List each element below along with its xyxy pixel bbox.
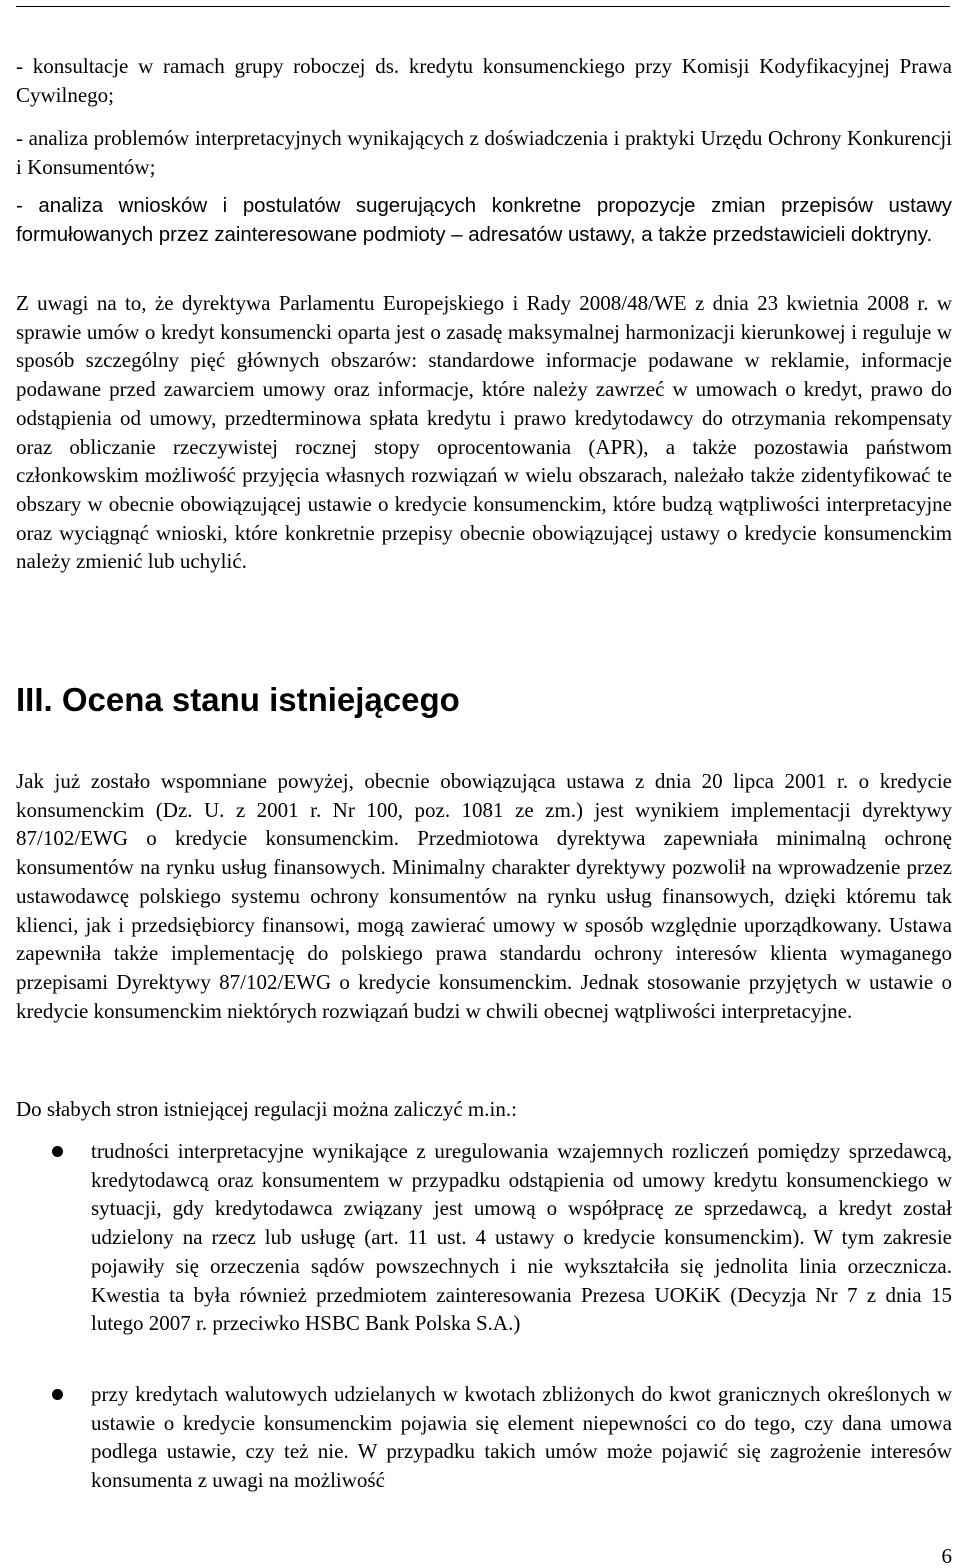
list-item: przy kredytach walutowych udzielanych w kwotach zbliżonych do kwot granicznych określonych w ustawie o kredycie konsumenckim pojawia się element niepewności co do tego, czy dana umowa podlega ustawie, czy też nie. W przypadku takich umów może pojawić się zagrożenie interesów konsumenta z uwagi na możliwość [91,1382,952,1493]
list-item: trudności interpretacyjne wynikające z uregulowania wzajemnych rozliczeń pomiędzy sprzedawcą, kredytodawcą oraz konsumentem w przypadku odstąpienia od umowy kredytu konsumenckiego w sytuacji, gdy kredytodawca związany jest umową o współpracę ze sprzedawcą, a kredyt został udzielony na rzecz lub usługę (art. 11 ust. 4 ustawy o kredycie konsumenckim). W tym zakresie pojawiły się orzeczenia sądów powszechnych i nie wykształciła się jednolita linia orzecznicza. Kwestia ta była również przedmiotem zainteresowania Prezesa UOKiK (Decyzja Nr 7 z dnia 15 lutego 2007 r. przeciwko HSBC Bank Polska S.A.) [91,1139,952,1336]
bullet-icon [52,1146,63,1157]
bullet-icon [52,1389,63,1400]
section-heading: III. Ocena stanu istniejącego [16,681,460,718]
header-rule [16,6,950,7]
section-paragraph: Jak już zostało wspomniane powyżej, obecnie obowiązująca ustawa z dnia 20 lipca 2001 r. o kredycie konsumenckim (Dz. U. z 2001 r. Nr 100, poz. 1081 ze zm.) jest wynikiem implementacji dyrektywy 87/102/EWG o kredycie konsumenckim. Przedmiotowa dyrektywa zapewniała minimalną ochronę konsumentów na rynku usług finansowych. Minimalny charakter dyrektywy pozwolił na wprowadzenie przez ustawodawcę polskiego systemu ochrony konsumentów na rynku usług finansowych, dzięki któremu tak klienci, jak i przedsiębiorcy finansowi, mogą zawierać umowy w sposób względnie uporządkowany. Ustawa zapewniła także implementację do polskiego prawa standardu ochrony interesów klienta wymaganego przepisami Dyrektywy 87/102/EWG o kredycie konsumenckim. Jednak stosowanie przyjętych w ustawie o kredycie konsumenckim niektórych rozwiązań budzi w chwili obecnej wątpliwości interpretacyjne. [16,769,952,1023]
list-item-consultations: - konsultacje w ramach grupy roboczej ds. kredytu konsumenckiego przy Komisji Kodyfikacyjnej Prawa Cywilnego; [16,54,952,107]
page-number: 6 [941,1544,952,1568]
list-item-postulates-analysis: - analiza wniosków i postulatów sugerujących konkretne propozycje zmian przepisów ustawy formułowanych przez zainteresowane podmioty – adresatów ustawy, a także przedstawicieli doktryny. [16,195,952,246]
list-item-problem-analysis: - analiza problemów interpretacyjnych wynikających z doświadczenia i praktyki Urzędu Ochrony Konkurencji i Konsumentów; [16,126,952,179]
weaknesses-intro: Do słabych stron istniejącej regulacji można zaliczyć m.in.: [16,1097,517,1121]
directive-paragraph: Z uwagi na to, że dyrektywa Parlamentu Europejskiego i Rady 2008/48/WE z dnia 23 kwietnia 2008 r. w sprawie umów o kredyt konsumencki oparta jest o zasadę maksymalnej harmonizacji kierunkowej i reguluje w sposób szczególny pięć głównych obszarów: standardowe informacje podawane w reklamie, informacje podawane przed zawarciem umowy oraz informacje, które należy zawrzeć w umowach o kredyt, prawo do odstąpienia od umowy, przedterminowa spłata kredytu i prawo kredytodawcy do otrzymania rekompensaty oraz obliczanie rzeczywistej rocznej stopy oprocentowania (APR), a także pozostawia państwom członkowskim możliwość przyjęcia własnych rozwiązań w wielu obszarach, należało także zidentyfikować te obszary w obecnie obowiązującej ustawie o kredycie konsumenckim, które budzą wątpliwości interpretacyjne oraz wyciągnąć wnioski, które konkretnie przepisy obecnie obowiązującej ustawy o kredycie konsumenckim należy zmienić lub uchylić. [16,291,952,574]
